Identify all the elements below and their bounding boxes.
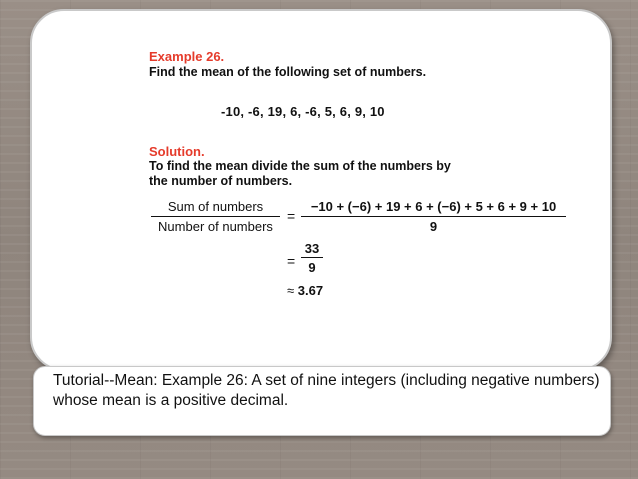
solution-text-line-1: To find the mean divide the sum of the numbers by <box>149 159 451 173</box>
equals-sign: = <box>287 253 296 269</box>
result-value: 3.67 <box>297 283 324 298</box>
sum-fraction <box>301 199 566 234</box>
solution-text-line-2: the number of numbers. <box>149 174 293 188</box>
number-set: -10, -6, 19, 6, -6, 5, 6, 9, 10 <box>221 104 385 119</box>
approx-symbol: ≈ <box>287 283 295 298</box>
approximate-result <box>287 283 323 298</box>
example-title: Example 26. <box>149 49 225 64</box>
example-prompt: Find the mean of the following set of numbers. <box>149 65 427 79</box>
equals-sign: = <box>287 208 296 224</box>
slide-panel <box>30 9 612 371</box>
mean-formula-fraction <box>149 199 282 234</box>
caption-text: Tutorial--Mean: Example 26: A set of nine integers (including negative numbers) whose mean is a positive decimal. <box>53 372 600 409</box>
sum-expression: −10 + (−6) + 19 + 6 + (−6) + 5 + 6 + 9 + 10 <box>310 199 557 214</box>
caption-box <box>33 366 611 436</box>
example-content <box>149 49 574 345</box>
formula-numerator: Sum of numbers <box>167 199 264 214</box>
formula-denominator: Number of numbers <box>158 219 273 234</box>
simplified-denominator: 9 <box>308 260 316 275</box>
solution-title: Solution. <box>149 144 205 159</box>
simplified-numerator: 33 <box>304 241 320 256</box>
count-denominator: 9 <box>429 219 438 234</box>
simplified-fraction <box>301 241 323 275</box>
